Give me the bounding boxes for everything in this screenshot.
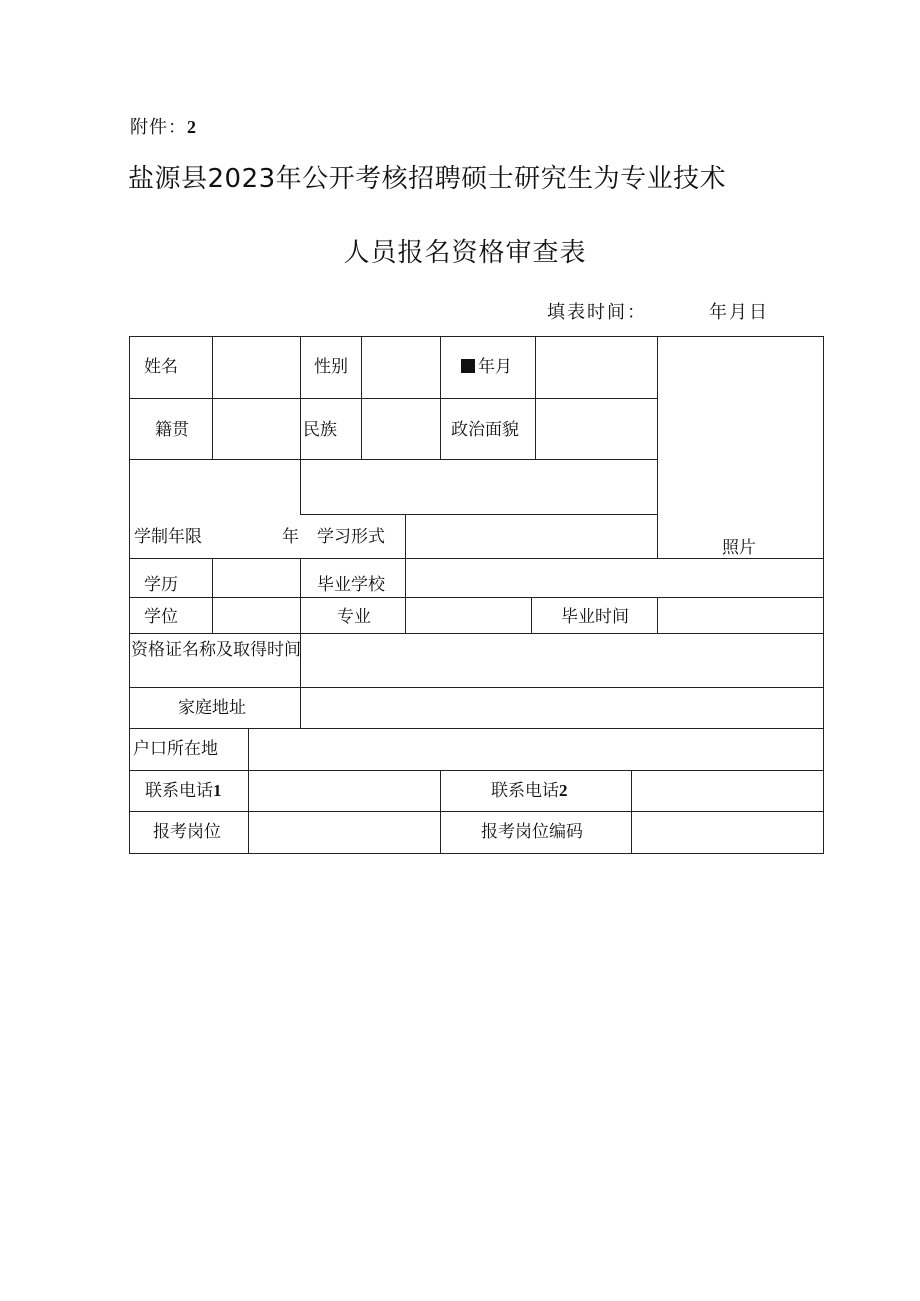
native-place-label: 籍贯 — [155, 420, 189, 440]
phone1-label: 联系电话1 — [145, 781, 222, 801]
home-address-label: 家庭地址 — [178, 698, 246, 718]
position-code-label: 报考岗位编码 — [481, 822, 583, 842]
phone2-label: 联系电话2 — [491, 781, 568, 801]
ethnicity-label: 民族 — [303, 420, 337, 440]
birth-label: 年月 — [461, 357, 512, 377]
attachment-label: 附件：2 — [130, 117, 197, 138]
photo-label: 照片 — [722, 538, 756, 558]
study-years-unit: 年 — [282, 527, 299, 547]
hukou-label: 户口所在地 — [133, 739, 218, 759]
name-label: 姓名 — [144, 357, 178, 377]
study-mode-label: 学习形式 — [317, 527, 385, 547]
major-label: 专业 — [337, 607, 371, 627]
degree-label: 学位 — [144, 607, 178, 627]
education-label: 学历 — [144, 575, 178, 595]
title-line-2: 人员报名资格审查表 — [343, 238, 587, 268]
square-bullet-icon — [461, 359, 475, 373]
school-label: 毕业学校 — [317, 575, 385, 595]
fill-time: 填表时间： 年月日 — [547, 302, 769, 323]
grad-time-label: 毕业时间 — [561, 607, 629, 627]
certificate-label: 资格证名称及取得时间 — [131, 640, 301, 660]
study-years-label: 学制年限 — [134, 527, 202, 547]
position-label: 报考岗位 — [153, 822, 221, 842]
political-status-label: 政治面貌 — [451, 420, 519, 440]
gender-label: 性别 — [314, 357, 348, 377]
title-line-1: 盐源县2023年公开考核招聘硕士研究生为专业技术 — [128, 164, 727, 194]
